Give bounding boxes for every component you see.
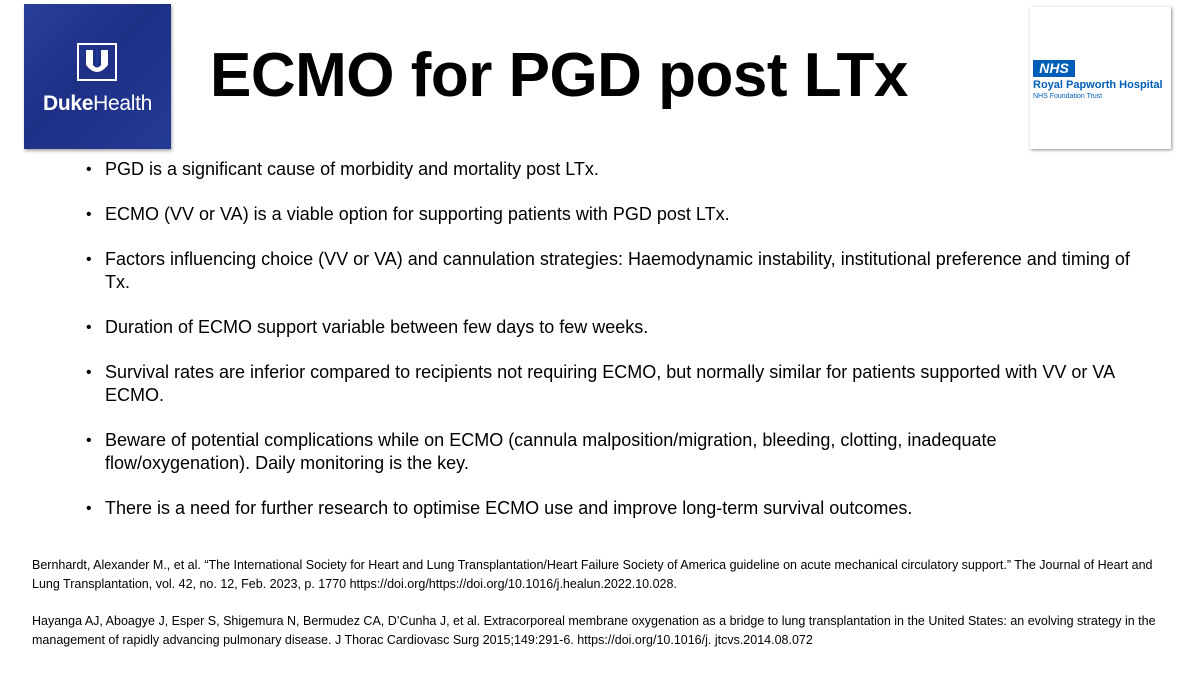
duke-health-wordmark: DukeHealth bbox=[42, 92, 153, 115]
reference-item: Hayanga AJ, Aboagye J, Esper S, Shigemura N, Bermudez CA, D’Cunha J, et al. Extracorporeal membrane oxygenation as a bridge to lung transplantation in the United States: an evolving strategy in the management of rapidly advancing pulmonary disease. J Thorac Cardiovasc Surg 2015;149:291-6. https://doi.org/10.1016/j. jtcvs.2014.08.072 bbox=[32, 614, 1156, 647]
bullet-item: • ECMO (VV or VA) is a viable option for supporting patients with PGD post LTx. bbox=[86, 203, 1146, 226]
nhs-badge: NHS bbox=[1033, 60, 1075, 77]
bullet-item: • There is a need for further research to optimise ECMO use and improve long-term survival outcomes. bbox=[86, 497, 1146, 520]
reference-item: Bernhardt, Alexander M., et al. “The International Society for Heart and Lung Transplantation/Heart Failure Society of America guideline on acute mechanical circulatory support.” The Journal of Heart and Lung Transplantation, vol. 42, no. 12, Feb. 2023, p. 1770 https://doi.org/https://doi.org/10.1016/j.healun.2022.10.028. bbox=[32, 558, 1153, 591]
bullet-item: • Factors influencing choice (VV or VA) and cannulation strategies: Haemodynamic instability, institutional preference and timing of Tx. bbox=[86, 248, 1146, 294]
page-title: ECMO for PGD post LTx bbox=[210, 41, 908, 110]
bullet-item: • Survival rates are inferior compared to recipients not requiring ECMO, but normally similar for patients supported with VV or VA ECMO. bbox=[86, 361, 1146, 407]
duke-health-logo bbox=[24, 4, 171, 149]
bullet-item: • Beware of potential complications while on ECMO (cannula malposition/migration, bleeding, clotting, inadequate flow/oxygenation). Daily monitoring is the key. bbox=[86, 429, 1146, 475]
bullet-item: • Duration of ECMO support variable between few days to few weeks. bbox=[86, 316, 1146, 339]
trust-name: NHS Foundation Trust bbox=[1033, 93, 1103, 100]
hospital-name: Royal Papworth Hospital bbox=[1033, 79, 1163, 91]
royal-papworth-logo bbox=[1030, 7, 1171, 149]
bullet-list bbox=[86, 158, 1146, 542]
bullet-item: • PGD is a significant cause of morbidity and mortality post LTx. bbox=[86, 158, 1146, 181]
duke-shield-icon bbox=[77, 43, 117, 81]
references bbox=[32, 556, 1172, 668]
